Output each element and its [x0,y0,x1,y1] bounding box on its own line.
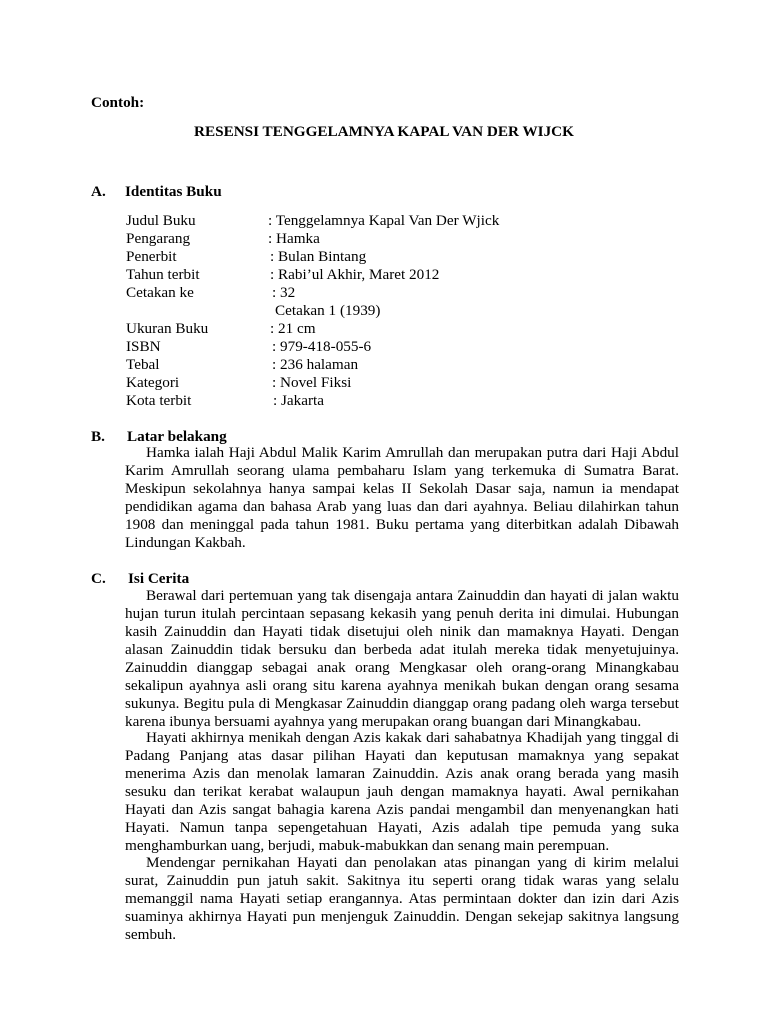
identity-label: Tebal [126,356,160,373]
identity-label: ISBN [126,338,161,355]
identity-value: : Hamka [268,230,320,247]
identity-value: : 32 [272,284,296,301]
section-b-letter: B. [91,428,105,445]
identity-label: Ukuran Buku [126,320,209,337]
section-a-letter: A. [91,183,106,200]
identity-value: : Tenggelamnya Kapal Van Der Wjick [268,212,500,229]
section-c-letter: C. [91,570,106,587]
section-a-heading: Identitas Buku [125,183,222,200]
background-paragraph: Hamka ialah Haji Abdul Malik Karim Amrullah dan merupakan putra dari Haji Abdul Karim Amrullah seorang ulama pembaharu Islam yang terkemuka di Sumatra Barat. Meskipun sekolahnya hanya sampai kelas II Sekolah Dasar saja, namun ia mendapat pendidikan agama dan bahasa Arab yang luas dan dari ayahnya. Beliau dilahirkan tahun 1908 dan meninggal pada tahun 1981. Buku pertama yang diterbitkan adalah Dibawah Lindungan Kakbah. [125,444,679,551]
identity-value: : Novel Fiksi [272,374,352,391]
section-c-heading: Isi Cerita [128,570,190,587]
identity-label: Kategori [126,374,180,391]
identity-label: Tahun terbit [126,266,200,283]
identity-value: : Bulan Bintang [270,248,367,265]
section-b-heading: Latar belakang [127,428,227,445]
story-paragraph: Hayati akhirnya menikah dengan Azis kakak dari sahabatnya Khadijah yang tinggal di Padang Panjang atas dasar pilihan Hayati dan keputusan mamaknya yang sepakat menerima Azis dan menolak lamaran Zainuddin. Azis anak orang berada yang masih sesuku dan terikat kerabat walaupun jauh dengan mamaknya hayati. Awal pernikahan Hayati dan Azis sangat bahagia karena Azis pandai mengambil dan menyenangkan hati Hayati. Namun tanpa sepengetahuan Hayati, Azis adalah tipe pemuda yang suka menghamburkan uang, berjudi, mabuk-mabukkan dan senang main perempuan. [125,729,679,854]
example-label: Contoh: [91,94,145,111]
identity-label: Judul Buku [126,212,196,229]
identity-value: Cetakan 1 (1939) [275,302,381,319]
identity-value: : 21 cm [270,320,316,337]
identity-value: : 236 halaman [272,356,359,373]
identity-value: : Rabi’ul Akhir, Maret 2012 [270,266,440,283]
story-paragraph: Mendengar pernikahan Hayati dan penolakan atas pinangan yang di kirim melalui surat, Zainuddin pun jatuh sakit. Sakitnya itu seperti orang tidak waras yang selalu memanggil nama Hayati setiap erangannya. Atas permintaan dokter dan izin dari Azis suaminya akhirnya Hayati pun menjenguk Zainuddin. Dengan sekejap sakitnya langsung sembuh. [125,854,679,943]
identity-label: Cetakan ke [126,284,194,301]
story-paragraph: Berawal dari pertemuan yang tak disengaja antara Zainuddin dan hayati di jalan waktu hujan turun itulah percintaan sepasang kekasih yang penuh derita ini dimulai. Hubungan kasih Zainuddin dan Hayati tidak disetujui oleh ninik dan mamaknya Hayati. Dengan alasan Zainuddin tidak bersuku dan berbeda adat itulah mereka tidak menyetujuinya. Zainuddin dianggap sebagai anak orang Mengkasar oleh orang-orang Minangkabau sekalipun ayahnya asli orang situ karena ayahnya menikah bukan dengan orang sesama sukunya. Begitu pula di Mengkasar Zainuddin dianggap orang padang oleh warga tersebut karena ibunya bersuami ayahnya yang merupakan orang buangan dari Minangkabau. [125,587,679,730]
identity-value: : 979-418-055-6 [272,338,372,355]
identity-label: Pengarang [126,230,191,247]
identity-label: Penerbit [126,248,177,265]
identity-value: : Jakarta [273,392,325,409]
identity-label: Kota terbit [126,392,192,409]
page-title: RESENSI TENGGELAMNYA KAPAL VAN DER WIJCK [194,123,574,140]
